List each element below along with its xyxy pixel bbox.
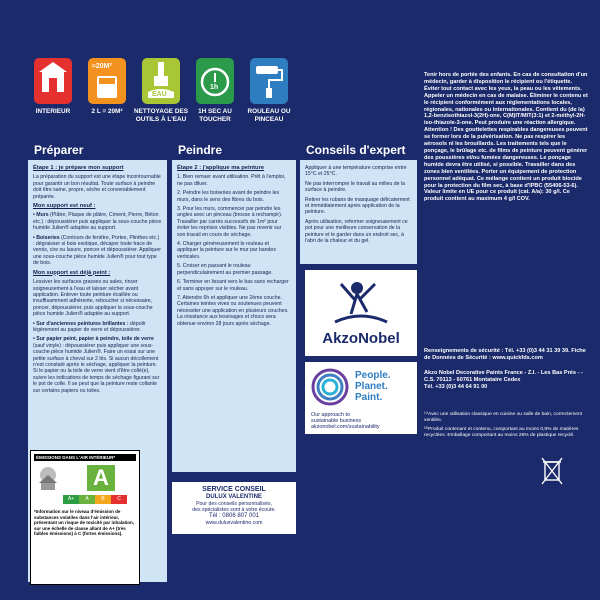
coverage-label: 2 L = 20M² bbox=[91, 108, 123, 115]
anciennes-text: • Sur d'anciennes peintures brillantes : dépolir légèrement au papier de verre et dépoussiérer. bbox=[33, 320, 146, 333]
deja-title: Mon support est déjà peint : bbox=[33, 269, 111, 276]
boiseries-text: • Boiseries (Contours de fenêtre, Portes, Plinthes etc.) : dégraisser si bois exotique, décaper toute trace de vernis, cire ou lasure, poncer et dépoussiérer. Appliquer une sous-couche pièce humide Julien® pour tout type de bois. bbox=[33, 234, 162, 267]
footnotes bbox=[424, 412, 588, 439]
peindre-item: 2. Peindre les boiseries avant de peindre les murs, dans le sens des fibres du bois. bbox=[177, 190, 280, 203]
preparer-intro: La préparation du support est une étape incontournable pour garantir un bon résultat. Toute surface à peindre doit être saine, propre, sèche et convenablement préparée. bbox=[33, 174, 161, 200]
eau-badge: EAU bbox=[152, 91, 167, 98]
approach-url: akzonobel.com/sustainability bbox=[311, 424, 380, 431]
scale-b: B bbox=[95, 495, 111, 504]
spiral-logo-icon bbox=[311, 368, 349, 406]
tool-cleaning-label: NETTOYAGE DES OUTILS À L'EAU bbox=[134, 108, 188, 123]
peindre-panel bbox=[172, 160, 296, 472]
peindre-item: 1. Bien remuer avant utilisation. Prêt à l'emploi, ne pas diluer. bbox=[177, 174, 286, 187]
emissions-header: ÉMISSIONS DANS L'AIR INTÉRIEUR* bbox=[34, 454, 136, 461]
roller-brush-label: ROULEAU OU PINCEAU bbox=[247, 108, 291, 123]
peindre-item: 4. Charger généreusement le rouleau et appliquer la peinture sur le mur par bandes verticales. bbox=[177, 241, 276, 260]
peindre-step: Étape 2 : j'applique ma peinture bbox=[177, 165, 265, 171]
service-site: www.duluxvalentine.com bbox=[205, 519, 263, 526]
safety-text bbox=[424, 72, 588, 203]
service-conseil-box bbox=[172, 482, 296, 534]
preparer-step: Étape 1 : je prépare mon support bbox=[33, 165, 124, 171]
interieur-label: INTERIEUR bbox=[35, 108, 71, 115]
coverage-icon bbox=[88, 58, 126, 104]
scale-a: A bbox=[79, 495, 95, 504]
deja-text: Lessiver les surfaces grasses ou sales, rincer soigneusement à l'eau et laisser sécher avant application. Enlever toute peinture écaillée ou insuffisamment adhérente, reboucher si nécessaire, poncer, dépoussiérer, puis appliquer la sous-couche pièce humide Julien® adaptée au support. bbox=[33, 279, 153, 318]
approach-line1: Our approach to bbox=[311, 412, 350, 418]
interieur-icon bbox=[34, 58, 72, 104]
conseils-title: Conseils d'expert bbox=[306, 143, 406, 157]
renseignements bbox=[424, 348, 588, 362]
drying-time-icon bbox=[196, 58, 234, 104]
papier-text: • Sur papier peint, papier à peindre, toile de verre (sauf vinyle) : dépoussiérer puis appliquer une sous-couche pièce humide Julien®. Faire un essai sur une petite surface à cheval sur 2 lés. Si aucun décollement n'est constaté après le séchage, appliquer la peinture. Si le papier ou la toile de verre vient d'être collé(e), suivre les indications de temps de séchage figurant sur le pot de colle. Il se peut que la peinture reste collante sur certains papiers ou toiles. bbox=[33, 336, 160, 394]
service-title: SERVICE CONSEIL bbox=[202, 486, 266, 493]
address-text: Akzo Nobel Decorative Paints France - Z.I. - Les Bas Prés - - C.S. 70113 - 60761 Montataire Cedex bbox=[424, 370, 583, 383]
service-text2: des spécialistes sont à votre écoute. bbox=[192, 507, 276, 514]
conseil-item: Ne pas interrompre le travail au milieu de la surface à peindre. bbox=[305, 180, 406, 194]
address bbox=[424, 370, 588, 391]
tool-cleaning-icon bbox=[142, 58, 180, 104]
conseils-panel bbox=[300, 160, 417, 264]
peindre-item: 5. Croiser en passant le rouleau perpendiculairement au premier passage. bbox=[177, 263, 273, 276]
renseignements-text: Renseignements de sécurité : Tél. +33 (0)3 44 31 39 39. Fiche de Données de Sécurité : www.quickfds.com bbox=[424, 348, 586, 361]
house-cloud-icon bbox=[37, 465, 59, 491]
approach-line2: sustainable business bbox=[311, 418, 362, 425]
footnote-1: ⁽¹⁾Avec une utilisation classique en cuisine ou salle de bain, correctement ventilée. bbox=[424, 412, 583, 423]
coverage-badge: ≈20M² bbox=[92, 63, 112, 70]
scale-aplus: A+ bbox=[63, 495, 79, 504]
emissions-scale bbox=[63, 495, 127, 504]
tag-paint: Paint. bbox=[355, 392, 383, 403]
neuf-title: Mon support est neuf : bbox=[33, 203, 96, 210]
tag-people: People. bbox=[355, 370, 391, 381]
conseil-item: Appliquer à une température comprise entre 15°C et 25°C. bbox=[305, 165, 407, 178]
peindre-item: 6. Terminer en lissant vers le bas sans recharger et sans appuyer sur le rouleau. bbox=[177, 279, 289, 292]
service-tel: Tél : 0806 807 001 bbox=[208, 513, 260, 520]
drying-time-label: 1H SEC AU TOUCHER bbox=[198, 108, 232, 123]
akzonobel-figure-icon bbox=[305, 270, 417, 330]
akzonobel-brand: AkzoNobel bbox=[322, 330, 400, 347]
emissions-note: *Information sur le niveau d'émission de substances volatiles dans l'air intérieur, présentant un risque de toxicité par inhalation, sur une échelle de classe allant de A+ (très faibles émissions) à C (fortes émissions). bbox=[34, 509, 135, 536]
service-text1: Pour des conseils personnalisés, bbox=[196, 501, 272, 507]
scale-c: C bbox=[111, 495, 127, 504]
roller-brush-icon bbox=[250, 58, 288, 104]
preparer-title: Préparer bbox=[34, 143, 84, 157]
crossed-bin-icon bbox=[540, 456, 564, 486]
peindre-title: Peindre bbox=[178, 143, 223, 157]
address-tel: Tél. +33 (0)3 44 64 91 00 bbox=[424, 383, 488, 390]
service-subtitle: DULUX VALENTINE bbox=[206, 494, 262, 500]
tag-planet: Planet. bbox=[355, 381, 388, 392]
peindre-item: 7. Attendre 6h et appliquer une 2ème couche. Certaines teintes vives ou soutenues peuvent nécessiter une application en plusieurs couches. La résistance aux lessivages et chocs sera obtenue environ 28 jours après séchage. bbox=[177, 294, 289, 327]
safety-paragraph: Tenir hors de portée des enfants. En cas de consultation d'un médecin, garder à disposition le récipient ou l'étiquette. Éviter tout contact avec les yeux, la peau ou les vêtements. Appeler un médecin en cas de malaise. Éliminer le contenu et le récipient conformément aux réglementations locales, régionales, nationales ou internationales. Contient du (de la) 1,2-benzisothiazol-3(2H)-one, C(M)IT/MIT(3:1) et 2-méthyl-2H-iso-thiazole-3-one. Peut produire une réaction allergique. Attention ! Des gouttelettes respirables dangereuses peuvent se former lors de la pulvérisation. Ne pas respirer les aérosols ni les brouillards. Les traitements tels que le ponçage, le brûlage etc. de films de peinture peuvent générer des poussières et/ou fumées dangereuses. Le ponçage humide devra être utilisé, si possible. Travailler dans des zones bien ventilées. Porter un équipement de protection personnel adéquat. Ce mélange contient un produit biocide pour la protection du film sec, à base d'IPBC (55406-53-6). Valeur limite en UE pour ce produit (cat. A/a): 30 g/l. Ce produit contient au maximum 4 g/l COV. bbox=[424, 72, 588, 203]
peindre-item: 3. Pour les murs, commencer par peindre les angles avec un pinceau (brosse à rechampir). Travailler par carrés successifs de 1m² pour éviter les reprises visibles. Ne pas revenir sur son travail en cours de séchage. bbox=[177, 206, 283, 238]
akzonobel-logo bbox=[305, 270, 417, 356]
footnote-2: ⁽²⁾Produit contenant et contenu, comportant au moins 0,9% de matières recyclées. Emballage comportant au moins 25% de plastique recyclé. bbox=[424, 427, 579, 438]
people-planet-paint bbox=[305, 362, 417, 434]
emissions-grade: A bbox=[87, 465, 115, 491]
conseil-item: Retirer les rubans de masquage délicatement et immédiatement après application de la peinture. bbox=[305, 196, 410, 216]
murs-text: • Murs (Plâtre, Plaque de plâtre, Ciment, Pierre, Béton etc.) : dépoussiérer puis appliquer la sous-couche pièce humide Julien® adaptée au support. bbox=[33, 212, 162, 232]
emissions-label bbox=[30, 450, 140, 585]
conseil-item: Après utilisation, refermer soigneusement ce pot pour une meilleure conservation de la peinture et le garder dans un endroit sec, à l'abri de la chaleur et du gel. bbox=[305, 218, 408, 245]
drying-badge: 1h bbox=[210, 84, 219, 91]
